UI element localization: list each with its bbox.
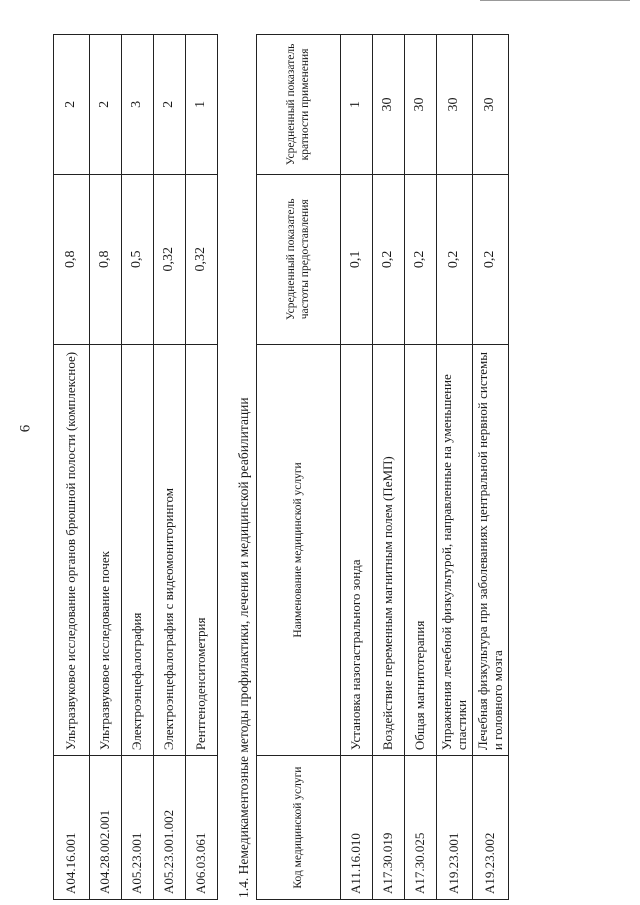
table-row (473, 35, 509, 900)
service-code: A19.23.002 (473, 756, 509, 900)
service-code: A19.23.001 (437, 756, 473, 900)
multiplicity-value: 2 (90, 35, 122, 175)
service-code: A06.03.061 (186, 756, 218, 900)
frequency-value: 0,2 (405, 174, 437, 344)
table-row (154, 35, 186, 900)
multiplicity-value: 30 (437, 35, 473, 175)
service-name: Ультразвуковое исследование органов брюшной полости (комплексное) (54, 344, 90, 756)
service-name: Рентгеноденситометрия (186, 344, 218, 756)
service-code: A05.23.001.002 (154, 756, 186, 900)
header-multiplicity: Усредненный показатель кратности применения (257, 35, 341, 175)
multiplicity-value: 1 (186, 35, 218, 175)
table-row (437, 35, 473, 900)
header-code: Код медицинской услуги (257, 756, 341, 900)
table-row (186, 35, 218, 900)
section-title: 1.4. Немедикаментозные методы профилактики, лечения и медицинской реабилитации (236, 397, 251, 898)
frequency-value: 0,2 (437, 174, 473, 344)
table-row (405, 35, 437, 900)
service-name: Упражнения лечебной физкультурой, направленные на уменьшение спастики (437, 344, 473, 755)
frequency-value: 0,1 (341, 174, 373, 344)
service-name: Воздействие переменным магнитным полем (ПеМП) (373, 344, 405, 755)
frequency-value: 0,32 (186, 174, 218, 344)
table-row (122, 35, 154, 900)
table-row (373, 35, 405, 900)
service-name: Общая магнитотерапия (405, 344, 437, 755)
table-header-row (257, 35, 341, 900)
service-code: A11.16.010 (341, 756, 373, 900)
service-name: Ультразвуковое исследование почек (90, 344, 122, 756)
frequency-value: 0,8 (54, 174, 90, 344)
frequency-value: 0,8 (90, 174, 122, 344)
frequency-value: 0,5 (122, 174, 154, 344)
service-code: A05.23.001 (122, 756, 154, 900)
page-number: 6 (17, 424, 34, 433)
multiplicity-value: 30 (405, 35, 437, 175)
multiplicity-value: 2 (54, 35, 90, 175)
multiplicity-value: 1 (341, 35, 373, 175)
frequency-value: 0,2 (473, 174, 509, 344)
service-name: Лечебная физкультура при заболеваниях центральной нервной системы и головного мозга (473, 344, 509, 755)
scan-edge-mark (480, 0, 630, 1)
table-row (90, 35, 122, 900)
service-code: A04.16.001 (54, 756, 90, 900)
header-name: Наименование медицинской услуги (257, 344, 341, 755)
table-diagnostics (53, 34, 218, 900)
multiplicity-value: 3 (122, 35, 154, 175)
table-rehabilitation (256, 34, 509, 900)
header-frequency: Усредненный показатель частоты предоставления (257, 174, 341, 344)
service-name: Установка назогастрального зонда (341, 344, 373, 755)
frequency-value: 0,32 (154, 174, 186, 344)
multiplicity-value: 30 (373, 35, 405, 175)
multiplicity-value: 2 (154, 35, 186, 175)
frequency-value: 0,2 (373, 174, 405, 344)
service-name: Электроэнцефалография с видеомониторингом (154, 344, 186, 756)
service-code: A17.30.025 (405, 756, 437, 900)
service-name: Электроэнцефалография (122, 344, 154, 756)
multiplicity-value: 30 (473, 35, 509, 175)
table-row (341, 35, 373, 900)
service-code: A04.28.002.001 (90, 756, 122, 900)
table-row (54, 35, 90, 900)
service-code: A17.30.019 (373, 756, 405, 900)
